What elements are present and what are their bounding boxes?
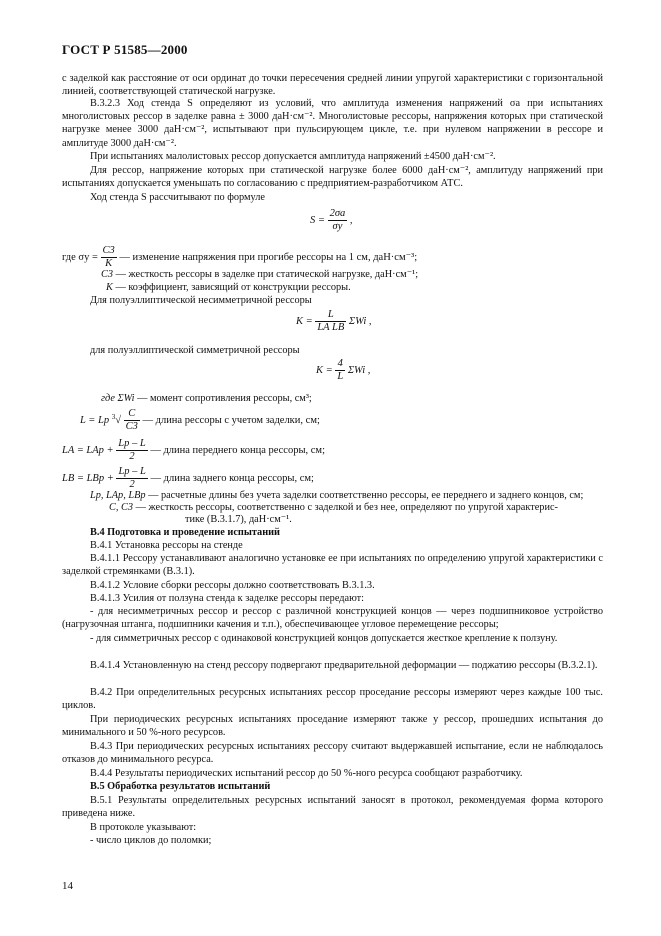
paragraph-low-leaf: При испытаниях малолистовых рессор допускается амплитуда напряжений ±4500 даН·см⁻². bbox=[90, 151, 496, 162]
paragraph-b42: В.4.2 При определительных ресурсных испытаниях рессор проседание рессоры измеряют через каждые 100 тыс. циклов. bbox=[62, 687, 603, 712]
formula-lb: LB = LBp + $\frac{Lp - L}{2}$ — длина заднего конца рессоры, см; bbox=[62, 466, 314, 490]
definition-lp: Lp, LAp, LBp — расчетные длины без учета заделки соответственно рессоры, ее переднего и заднего концов, см; bbox=[90, 490, 584, 501]
section-b5-title: В.5 Обработка результатов испытаний bbox=[90, 781, 271, 792]
formula-la: LA = LAp + $\frac{Lp - L}{2}$ — длина переднего конца рессоры, см; bbox=[62, 438, 325, 462]
formula-k-sym: K = $\frac{4}{L}$ ΣWi , bbox=[316, 358, 371, 382]
paragraph-b41: В.4.1 Установка рессоры на стенде bbox=[90, 540, 243, 551]
paragraph-asym-intro: Для полуэллиптической несимметричной рессоры bbox=[90, 295, 312, 306]
formula-l: L = Lp $^3$√ $\frac{C}{C3}$ — длина рессоры с учетом заделки, см; bbox=[80, 408, 320, 432]
standard-header: ГОСТ Р 51585—2000 bbox=[62, 42, 188, 57]
paragraph-b412: В.4.1.2 Условие сборки рессоры должно соответствовать В.3.1.3. bbox=[90, 580, 375, 591]
paragraph-b51b: В протоколе указывают: bbox=[90, 822, 197, 833]
paragraph-sym-intro: для полуэллиптической симметричной рессоры bbox=[90, 345, 300, 356]
paragraph-b51c: - число циклов до поломки; bbox=[90, 835, 212, 846]
definition-c-c3: C, C3 — жесткость рессоры, соответственно с заделкой и без нее, определяют по упругой характерис- bbox=[109, 502, 558, 513]
paragraph-b414: В.4.1.4 Установленную на стенд рессору подвергают предварительной деформации — поджатию рессоры (В.3.2.1). bbox=[90, 660, 598, 671]
paragraph-high-stress: Для рессор, напряжение которых при статической нагрузке более 6000 даН·см⁻², амплитуду напряжений при испытаниях допускается уменьшать по согласованию с предприятием-разработчиком АТС. bbox=[62, 165, 603, 190]
paragraph-b323: В.3.2.3 Ход стенда S определяют из условий, что амплитуда изменения напряжений σa при испытаниях многолистовых рессор в заделке равна ± 3000 даН·см⁻². Многолистовые рессоры, напряжения которых при статической нагрузке менее 3000 даН·см⁻², испытывают при пульсирующем цикле, т.е. при нулевом напряжении в рессоре и амплитуде 3000 даН·см⁻². bbox=[62, 98, 603, 149]
paragraph-formula-intro: Ход стенда S рассчитывают по формуле bbox=[90, 192, 265, 203]
paragraph-b411: В.4.1.1 Рессору устанавливают аналогично установке ее при испытаниях по определению упругой характеристики с заделкой стремянками (В.3.1). bbox=[62, 553, 603, 578]
paragraph-b413a: - для несимметричных рессор и рессор с различной конструкцией концов — через подшипниковое устройство (нагрузочная штанга, подшипники качения и т.п.), обеспечивающее угловое перемещение рессоры; bbox=[62, 606, 603, 631]
paragraph-p1: с заделкой как расстояние от оси ординат до точки пересечения средней линии упругой характеристики с горизонтальной линией, соответствующей статической нагрузке. bbox=[62, 73, 603, 98]
formula-s: S = $\frac{2\sigma a}{\sigma у}$ , bbox=[310, 208, 353, 232]
formula-sigma-def: где σу = $\frac{C3}{K}$ — изменение напряжения при прогибе рессоры на 1 см, даН·см⁻³; bbox=[62, 245, 418, 269]
section-b4-title: В.4 Подготовка и проведение испытаний bbox=[90, 527, 280, 538]
paragraph-b43: В.4.3 При периодических ресурсных испытаниях рессору считают выдержавшей испытание, если не наблюдалось отказов до минимального ресурса. bbox=[62, 741, 603, 766]
paragraph-b413: В.4.1.3 Усилия от ползуна стенда к заделке рессоры передают: bbox=[90, 593, 364, 604]
paragraph-b413b: - для симметричных рессор с одинаковой конструкцией концов допускается жесткое крепление к ползуну. bbox=[90, 633, 558, 644]
paragraph-b51: В.5.1 Результаты определительных ресурсных испытаний заносят в протокол, рекомендуемая форма которого приведена ниже. bbox=[62, 795, 603, 820]
definition-c3: C3 — жесткость рессоры в заделке при статической нагрузке, даН·см⁻¹; bbox=[101, 269, 419, 280]
definition-c-c3-cont: тике (В.3.1.7), даН·см⁻¹. bbox=[185, 514, 292, 525]
formula-k-asym: K = $\frac{L}{\text{LA LB}}$ ΣWi , bbox=[296, 309, 372, 333]
definition-k: K — коэффициент, зависящий от конструкции рессоры. bbox=[106, 282, 351, 293]
paragraph-b42b: При периодических ресурсных испытаниях проседание измеряют также у рессор, прошедших испытания до минимального и 50 %-ного ресурсов. bbox=[62, 714, 603, 739]
page-number: 14 bbox=[62, 880, 73, 892]
definition-w: где ΣWi — момент сопротивления рессоры, см³; bbox=[101, 393, 312, 404]
paragraph-b44: В.4.4 Результаты периодических испытаний рессор до 50 %-ного ресурса сообщают разработчику. bbox=[90, 768, 523, 779]
